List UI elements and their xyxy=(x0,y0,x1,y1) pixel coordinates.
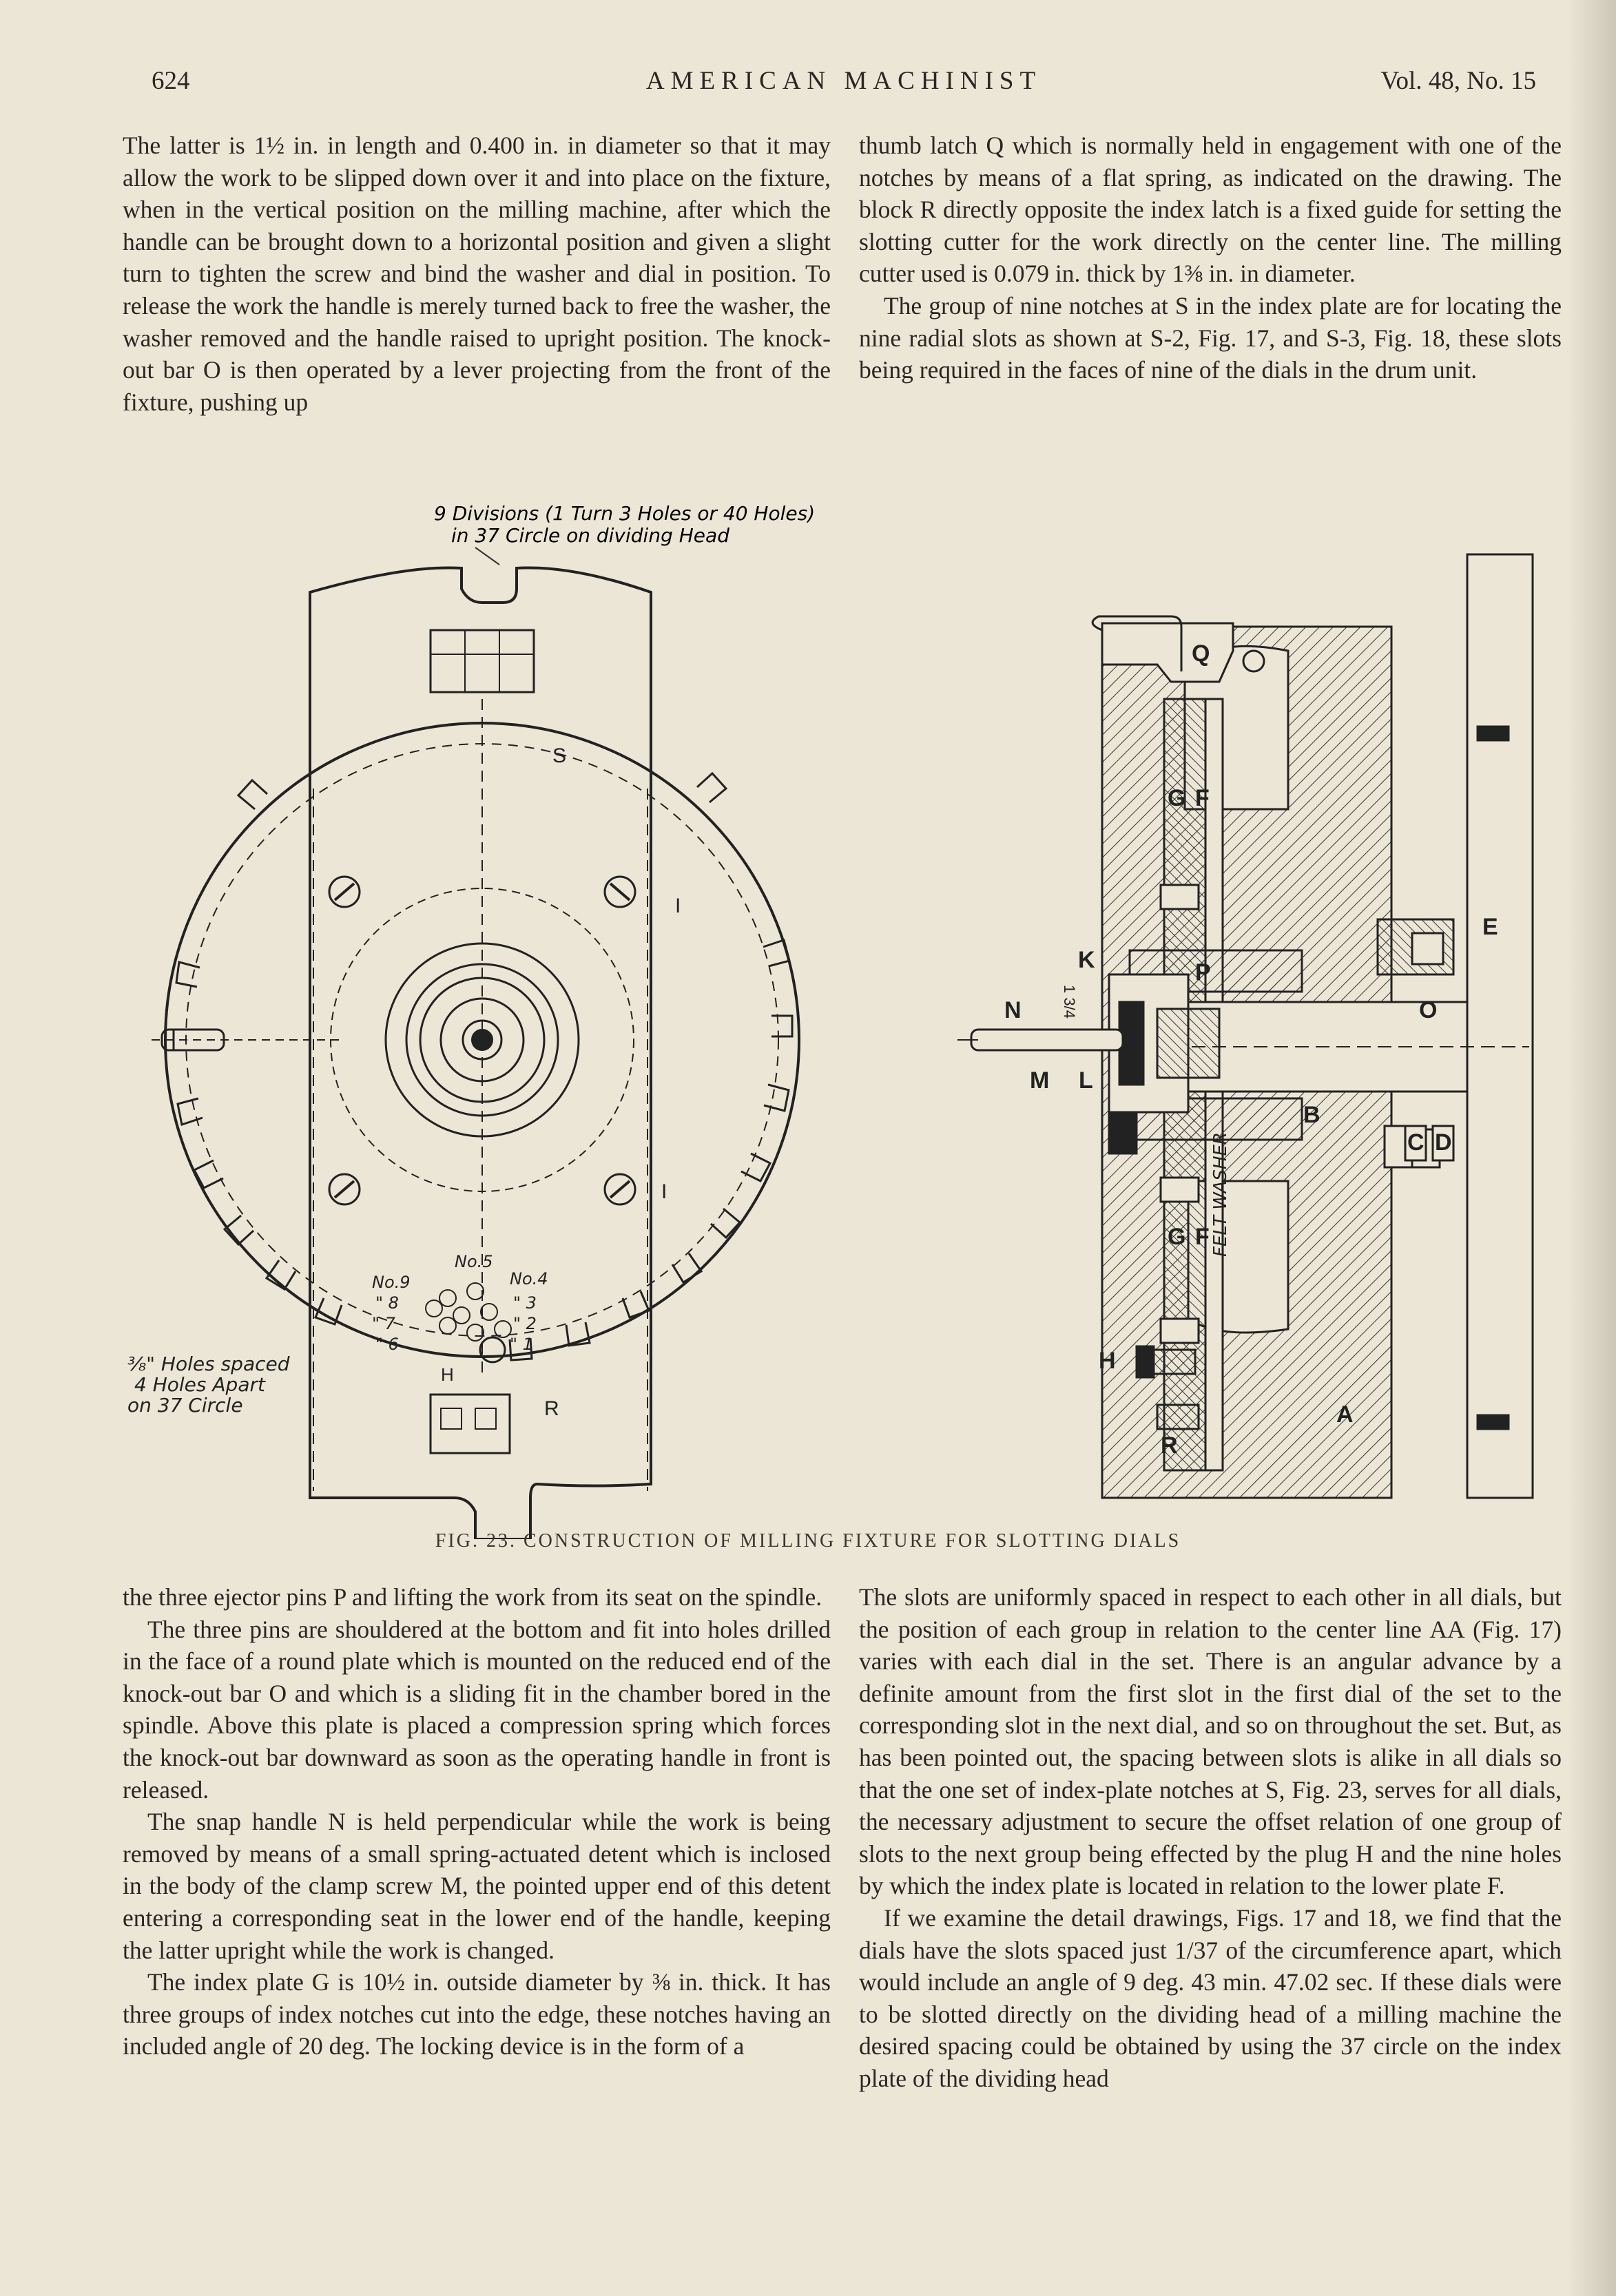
label-b: B xyxy=(1303,1102,1320,1128)
paragraph: thumb latch Q which is normally held in engagement with one of the notches by means of a flat spring, as indicated on the drawing. The block R directly opposite the index latch is a fixed guide for setting the slotting cutter for the work directly on the center line. The milling cutter used is 0.079 in. thick by 1⅜ in. in diameter. xyxy=(859,132,1562,288)
label-8: " 8 xyxy=(375,1293,399,1313)
label-r: R xyxy=(1161,1432,1178,1459)
column-top-right xyxy=(859,129,1562,386)
label-c: C xyxy=(1407,1129,1425,1156)
label-dimension: 1 3/4 xyxy=(1061,985,1078,1019)
page-number: 624 xyxy=(152,67,190,95)
label-7: " 7 xyxy=(372,1314,395,1333)
label-3: " 3 xyxy=(513,1293,537,1313)
label-k: K xyxy=(1078,947,1095,973)
label-i: I xyxy=(675,895,681,917)
annotation-circle: in 37 Circle on dividing Head xyxy=(451,524,729,547)
volume-info: Vol. 48, No. 15 xyxy=(1380,67,1536,95)
annotation-holes xyxy=(127,1353,290,1417)
label-no4: No.4 xyxy=(510,1269,548,1288)
annotation-holes-line3: on 37 Circle xyxy=(127,1394,243,1417)
label-s: S xyxy=(552,744,567,767)
label-o: O xyxy=(1419,997,1438,1023)
label-f: F xyxy=(1195,1224,1210,1250)
paragraph: The three pins are shouldered at the bottom and fit into holes drilled in the face of a round plate which is mounted on the reduced end of the knock-out bar O and which is a sliding fit in the chamber bored in the spindle. Above this plate is placed a compression spring which forces the knock-out bar downward as soon as the operating handle in front is released. xyxy=(123,1615,831,1804)
label-l: L xyxy=(1079,1067,1093,1094)
paragraph: The group of nine notches at S in the index plate are for locating the nine radial slots as shown at S-2, Fig. 17, and S-3, Fig. 18, these slots being required in the faces of nine of the dials in the drum unit. xyxy=(859,291,1562,384)
label-q: Q xyxy=(1192,640,1210,667)
label-p: P xyxy=(1195,959,1211,985)
paragraph: The slots are uniformly spaced in respect to each other in all dials, but the position of each group in relation to the center line AA (Fig. 17) varies with each dial in the set. There is an angular advance by a definite amount from the first slot in the first dial of the set to the corresponding slot in the next dial, and so on throughout the set. But, as has been pointed out, the spacing between slots is alike in all dials so that the one set of index-plate notches at S, Fig. 23, serves for all dials, the necessary adjustment to secure the offset relation of one group of slots to the next group being effected by the plug H and the nine holes by which the index plate is located in relation to the lower plate F. xyxy=(859,1583,1562,1900)
milling-fixture-drawing xyxy=(117,492,1571,1539)
label-e: E xyxy=(1482,914,1498,940)
label-g: G xyxy=(1168,785,1186,811)
label-i: I xyxy=(661,1180,667,1203)
label-no9: No.9 xyxy=(372,1273,411,1292)
section-view xyxy=(957,554,1533,1498)
label-h: H xyxy=(441,1364,454,1385)
column-bottom-right xyxy=(859,1581,1562,2095)
label-d: D xyxy=(1435,1129,1452,1156)
label-6: " 6 xyxy=(375,1335,399,1354)
label-no5: No.5 xyxy=(455,1252,493,1271)
label-felt-washer: FELT WASHER xyxy=(1210,1132,1231,1257)
label-2: " 2 xyxy=(513,1314,537,1333)
figure-caption: FIG. 23. CONSTRUCTION OF MILLING FIXTURE FOR SLOTTING DIALS xyxy=(435,1530,1181,1552)
paragraph: The snap handle N is held perpendicular while the work is being removed by means of a small spring-actuated detent which is inclosed in the body of the clamp screw M, the pointed upper end of this detent entering a corresponding seat in the lower end of the handle, keeping the latter upright while the work is changed. xyxy=(123,1808,831,1964)
label-g: G xyxy=(1168,1224,1186,1250)
label-n: N xyxy=(1004,997,1022,1023)
paragraph: The index plate G is 10½ in. outside diameter by ⅜ in. thick. It has three groups of index notches cut into the edge, these notches having an included angle of 20 deg. The locking device is in the form of a xyxy=(123,1968,831,2060)
label-f: F xyxy=(1195,785,1210,811)
page-header xyxy=(152,66,1536,101)
label-r: R xyxy=(544,1397,559,1420)
column-top-left xyxy=(123,129,831,418)
label-j: J xyxy=(1109,1123,1122,1149)
label-1: " 1 xyxy=(510,1335,533,1354)
label-a: A xyxy=(1336,1401,1354,1428)
label-m: M xyxy=(1030,1067,1050,1094)
label-h: H xyxy=(1099,1348,1116,1374)
page-edge-shadow xyxy=(1568,0,1616,2296)
paragraph: The latter is 1½ in. in length and 0.400 in. in diameter so that it may allow the work to be slipped down over it and into place on the fixture, when in the vertical position on the milling machine, after which the handle can be brought down to a horizontal position and given a slight turn to tighten the screw and bind the washer and dial in position. To release the work the handle is merely turned back to free the washer, the washer removed and the handle raised to upright position. The knock-out bar O is then operated by a lever projecting from the front of the fixture, pushing up xyxy=(123,132,831,416)
column-bottom-left xyxy=(123,1581,831,2063)
magazine-title: AMERICAN MACHINIST xyxy=(645,67,1042,95)
paragraph: If we examine the detail drawings, Figs. 17 and 18, we find that the dials have the slots spaced just 1/37 of the circumference apart, which would include an angle of 9 deg. 43 min. 47.02 sec. If these dials were to be slotted directly on the dividing head of a milling machine the desired spacing could be obtained by using the 37 circle on the index plate of the dividing head xyxy=(859,1903,1562,2092)
annotation-divisions: 9 Divisions (1 Turn 3 Holes or 40 Holes) xyxy=(434,502,816,525)
annotation-holes-line1: ⅜" Holes spaced xyxy=(127,1353,290,1375)
annotation-holes-line2: 4 Holes Apart xyxy=(134,1373,265,1396)
paragraph: the three ejector pins P and lifting the work from its seat on the spindle. xyxy=(123,1583,822,1611)
